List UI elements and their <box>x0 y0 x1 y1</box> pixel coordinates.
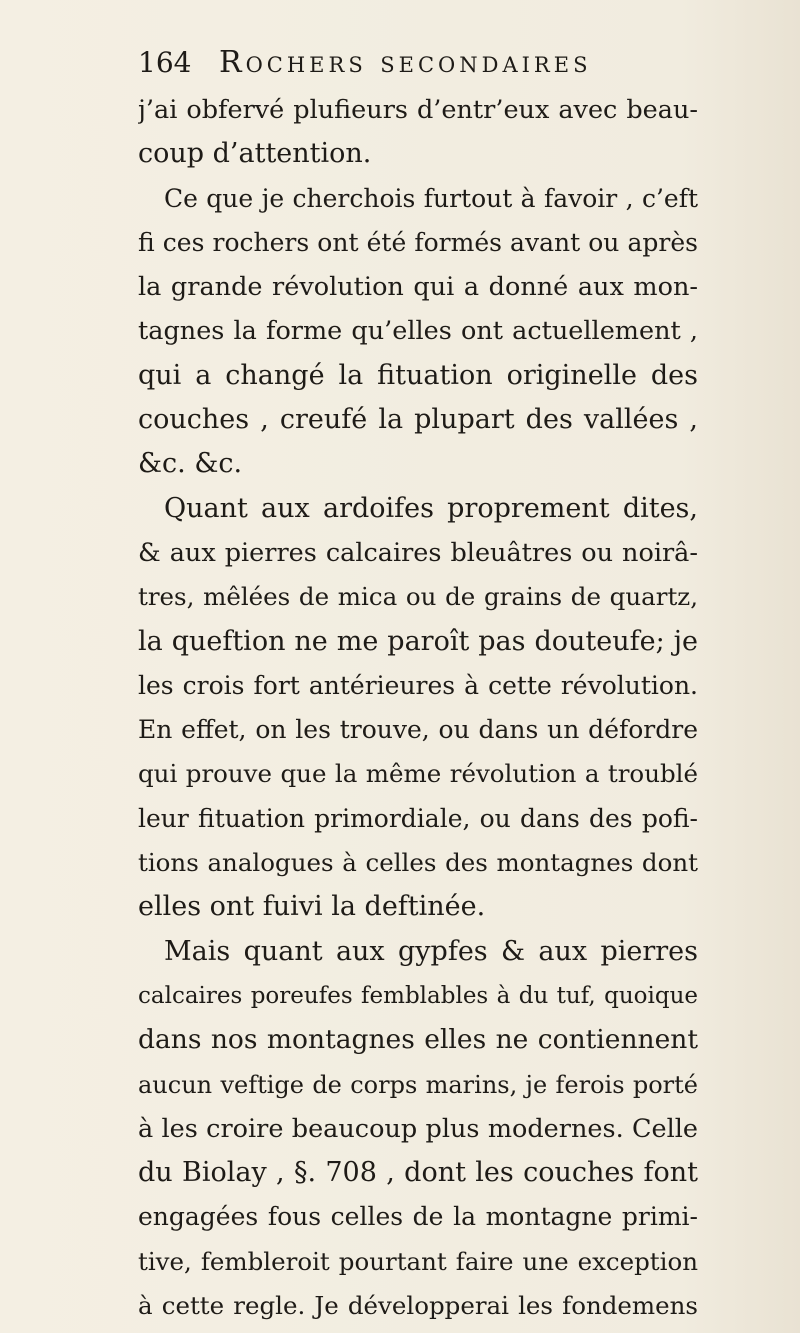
text-line: la grande révolution qui a donné aux mon- <box>138 272 698 303</box>
text-line: couches , creufé la plupart des vallées , <box>138 404 698 436</box>
text-line: j’ai obfervé plufieurs d’entr’eux avec beau- <box>138 95 698 125</box>
text-line: elles ont fuivi la deftinée. <box>138 891 486 923</box>
text-line: tagnes la forme qu’elles ont actuellement , <box>138 316 698 347</box>
text-line: fi ces rochers ont été formés avant ou après <box>138 227 698 257</box>
text-line: les crois fort antérieures à cette révolution. <box>138 670 698 700</box>
running-head <box>138 38 698 88</box>
text-line: Mais quant aux gypfes & aux pierres <box>164 935 698 967</box>
page-number: 164 <box>138 46 192 79</box>
text-line: à cette regle. Je développerai les fondemens <box>138 1291 698 1321</box>
text-line: aucun veftige de corps marins, je ferois porté <box>138 1070 698 1099</box>
text-line: tive, fembleroit pourtant faire une exception <box>138 1246 698 1276</box>
text-line: & aux pierres calcaires bleuâtres ou noirâ- <box>138 537 698 568</box>
text-line: à les croire beaucoup plus modernes. Celle <box>138 1113 698 1144</box>
text-line: calcaires poreufes femblables à du tuf, quoique <box>138 982 698 1009</box>
text-line: Ce que je cherchois furtout à favoir , c’eft <box>164 183 698 213</box>
text-line: tres, mêlées de mica ou de grains de quartz, <box>138 582 698 612</box>
text-line: qui prouve que la même révolution a troublé <box>138 759 698 789</box>
text-line: coup d’attention. <box>138 138 372 170</box>
text-line: Quant aux ardoifes proprement dites, <box>164 492 698 524</box>
text-line: engagées fous celles de la montagne primi- <box>138 1202 698 1232</box>
body-text <box>138 88 698 1328</box>
text-line: qui a changé la fituation originelle des <box>138 359 698 391</box>
text-line: En effet, on les trouve, ou dans un défordre <box>138 715 698 745</box>
text-line: tions analogues à celles des montagnes dont <box>138 848 698 878</box>
text-line: du Biolay , §. 708 , dont les couches font <box>138 1157 698 1189</box>
text-line: dans nos montagnes elles ne contiennent <box>138 1024 698 1056</box>
text-line: la queftion ne me paroît pas douteufe; je <box>138 625 698 657</box>
text-line: &c. &c. <box>138 448 243 480</box>
text-line: leur fituation primordiale, ou dans des pofi- <box>138 803 698 833</box>
running-title: Rochers secondaires <box>219 45 592 80</box>
